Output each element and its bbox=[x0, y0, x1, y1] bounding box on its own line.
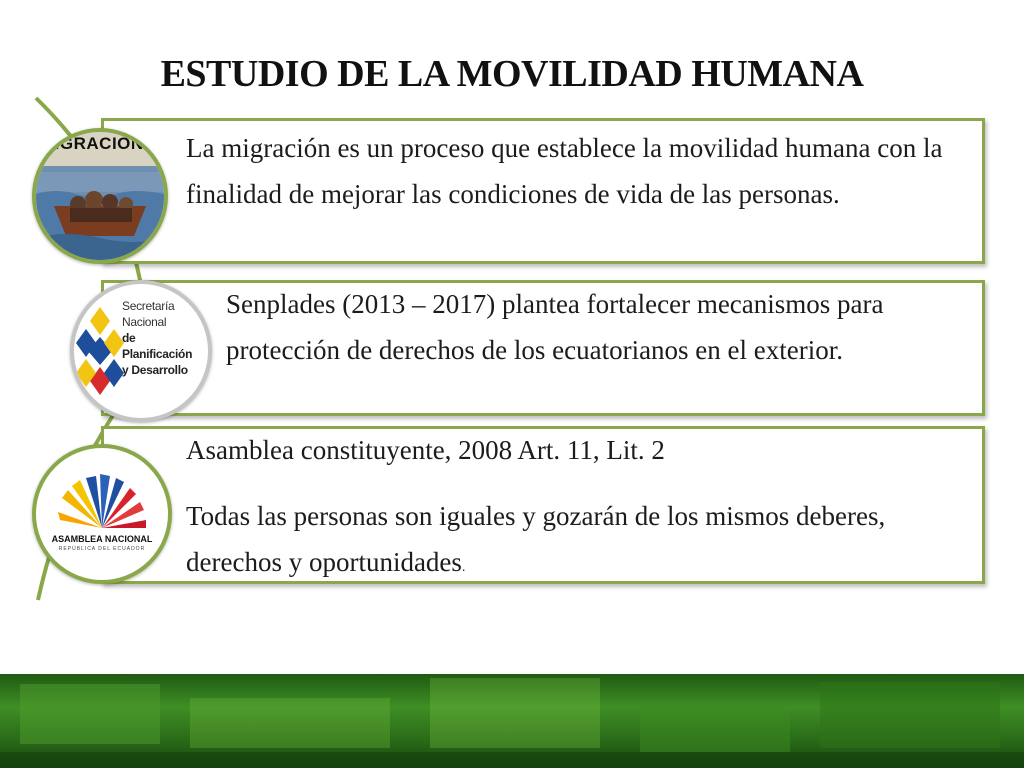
migracion-logo bbox=[32, 128, 168, 264]
panel-asamblea-heading: Asamblea constituyente, 2008 Art. 11, Lit. 2 bbox=[186, 435, 665, 465]
panel-migracion bbox=[101, 118, 985, 264]
panel-asamblea bbox=[101, 426, 985, 584]
asamblea-emblem bbox=[36, 448, 168, 580]
slide-title: ESTUDIO DE LA MOVILIDAD HUMANA bbox=[160, 53, 864, 95]
footer-pattern bbox=[0, 674, 1024, 768]
panel-senplades bbox=[101, 280, 985, 416]
senplades-logo-text bbox=[122, 298, 206, 378]
senplades-line-2: de Planificación bbox=[122, 331, 193, 361]
senplades-line-1: Secretaría Nacional bbox=[122, 299, 175, 329]
asamblea-logo-title: ASAMBLEA NACIONAL bbox=[51, 534, 153, 544]
asamblea-logo-subtitle: REPÚBLICA DEL ECUADOR bbox=[58, 546, 146, 552]
senplades-logo bbox=[70, 280, 212, 422]
panel-asamblea-text bbox=[186, 493, 976, 591]
panel-migracion-text: La migración es un proceso que establece la movilidad humana con la finalidad de mejorar las condiciones de vida de las personas. bbox=[186, 133, 943, 209]
panel-asamblea-text-period: . bbox=[461, 560, 466, 575]
asamblea-logo bbox=[32, 444, 172, 584]
migracion-logo-text: MIGRACIÓN bbox=[40, 134, 144, 153]
footer-band bbox=[0, 674, 1024, 768]
senplades-line-3: y Desarrollo bbox=[122, 363, 188, 377]
panel-asamblea-text-body: Todas las personas son iguales y gozarán de los mismos deberes, derechos y oportunidades bbox=[186, 501, 886, 577]
panel-senplades-text: Senplades (2013 – 2017) plantea fortalecer mecanismos para protección de derechos de los ecuatorianos en el exterior. bbox=[226, 289, 884, 365]
